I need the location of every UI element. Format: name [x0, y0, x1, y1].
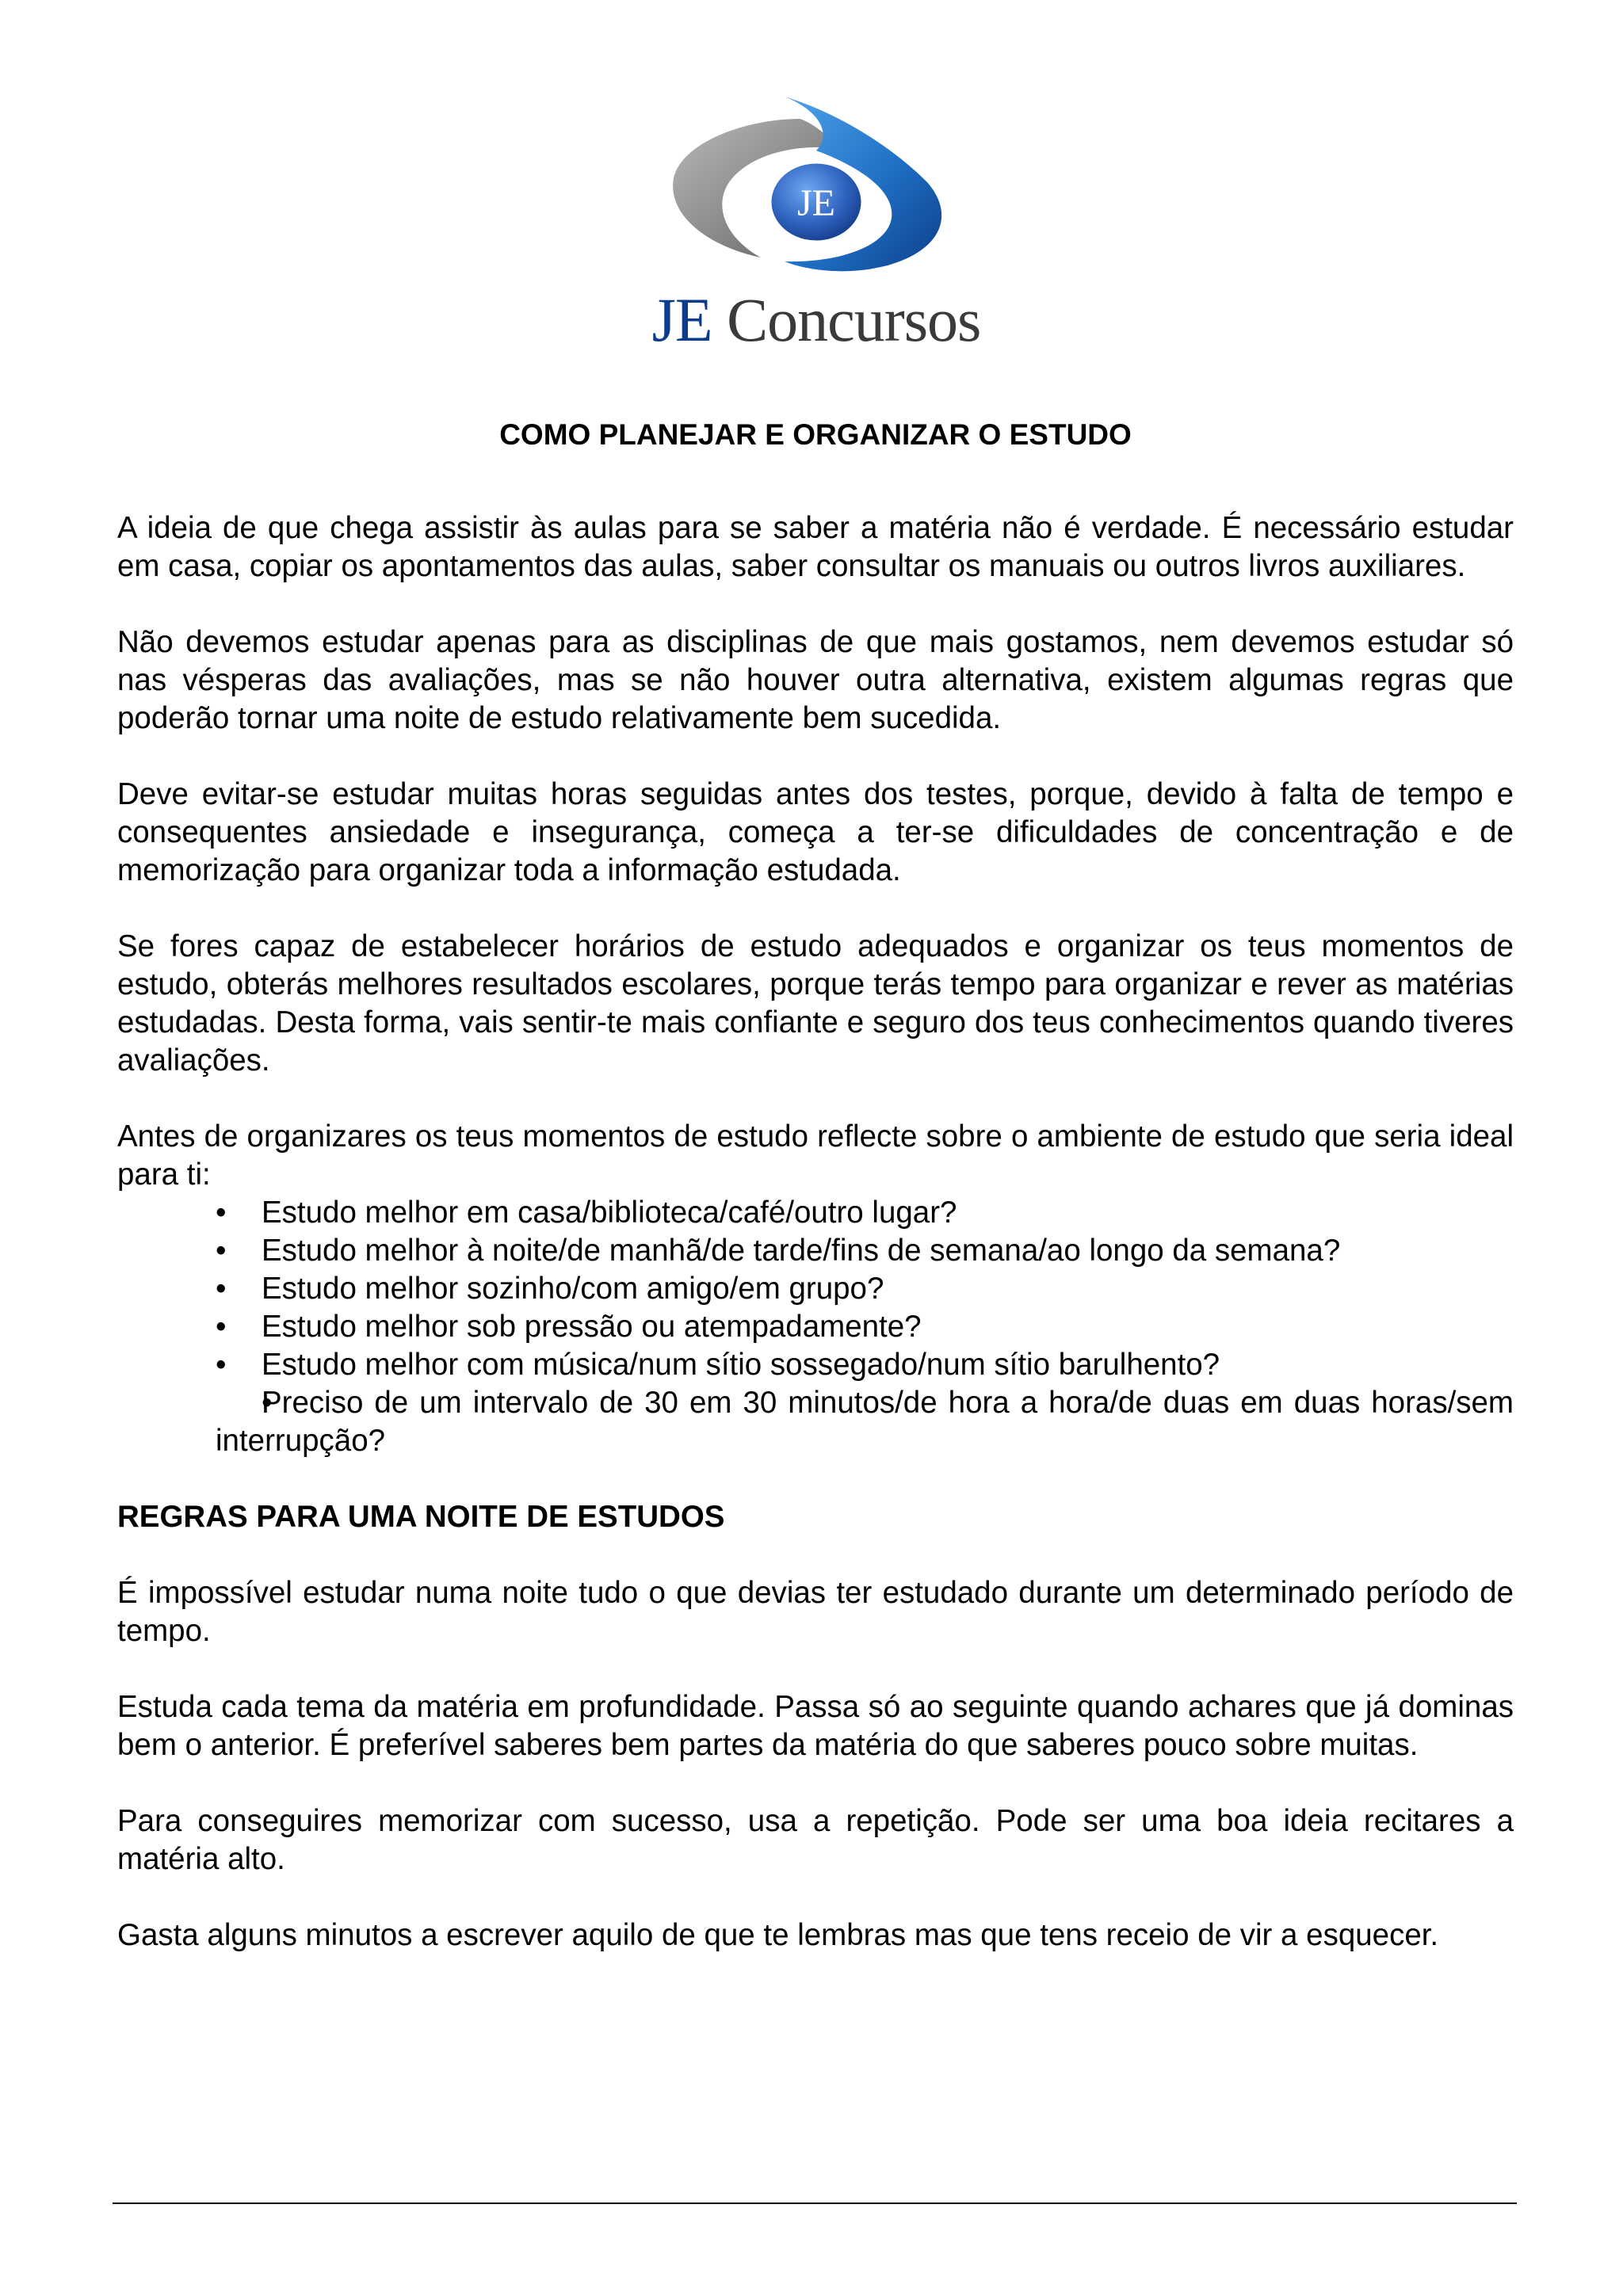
logo-orb-text: JE — [797, 182, 835, 224]
list-item: • Estudo melhor sozinho/com amigo/em grupo? — [216, 1270, 1514, 1308]
bullet-list — [117, 1194, 1514, 1460]
paragraph: Se fores capaz de estabelecer horários de estudo adequados e organizar os teus momentos de estudo, obterás melhores resultados escolares, porque terás tempo para organizar e rever as matérias estudadas. Desta forma, vais sentir-te mais confiante e seguro dos teus conhecimentos quando tiveres avaliações. — [117, 929, 1514, 1077]
paragraph: Não devemos estudar apenas para as disciplinas de que mais gostamos, nem devemos estudar só nas vésperas das avaliações, mas se não houver outra alternativa, existem algumas regras que poderão tornar uma noite de estudo relativamente bem sucedida. — [117, 625, 1514, 735]
paragraph: A ideia de que chega assistir às aulas para se saber a matéria não é verdade. É necessário estudar em casa, copiar os apontamentos das aulas, saber consultar os manuais ou outros livros auxiliares. — [117, 511, 1514, 583]
list-item: • Estudo melhor sob pressão ou atempadamente? — [216, 1308, 1514, 1346]
logo-brand-text — [650, 285, 983, 354]
logo-emblem-icon — [650, 87, 983, 285]
paragraph: É impossível estudar numa noite tudo o que devias ter estudado durante um determinado período de tempo. — [117, 1576, 1514, 1648]
page-title: COMO PLANEJAR E ORGANIZAR O ESTUDO — [499, 418, 1132, 451]
je-concursos-logo — [650, 87, 983, 357]
document-body — [117, 416, 1514, 1993]
footer-divider — [113, 2203, 1517, 2204]
list-item: • Estudo melhor com música/num sítio sossegado/num sítio barulhento? — [216, 1346, 1514, 1384]
list-item: • Preciso de um intervalo de 30 em 30 minutos/de hora a hora/de duas em duas horas/sem interrupção? — [216, 1384, 1514, 1460]
paragraph: Para conseguires memorizar com sucesso, usa a repetição. Pode ser uma boa ideia recitares a matéria alto. — [117, 1804, 1514, 1876]
paragraph: Gasta alguns minutos a escrever aquilo de que te lembras mas que tens receio de vir a esquecer. — [117, 1918, 1439, 1952]
list-item: • Estudo melhor em casa/biblioteca/café/outro lugar? — [216, 1194, 1514, 1232]
logo-brand-name: Concursos — [727, 285, 981, 354]
paragraph: Antes de organizares os teus momentos de estudo reflecte sobre o ambiente de estudo que seria ideal para ti: — [117, 1119, 1514, 1192]
logo-brand-je: JE — [651, 285, 712, 354]
paragraph: Deve evitar-se estudar muitas horas seguidas antes dos testes, porque, devido à falta de tempo e consequentes ansiedade e insegurança, começa a ter-se dificuldades de concentração e de memorização para organizar toda a informação estudada. — [117, 777, 1514, 887]
paragraph: Estuda cada tema da matéria em profundidade. Passa só ao seguinte quando achares que já dominas bem o anterior. É preferível saberes bem partes da matéria do que saberes pouco sobre muitas. — [117, 1690, 1514, 1762]
list-item: • Estudo melhor à noite/de manhã/de tarde/fins de semana/ao longo da semana? — [216, 1232, 1514, 1270]
section-heading: REGRAS PARA UMA NOITE DE ESTUDOS — [117, 1500, 725, 1534]
